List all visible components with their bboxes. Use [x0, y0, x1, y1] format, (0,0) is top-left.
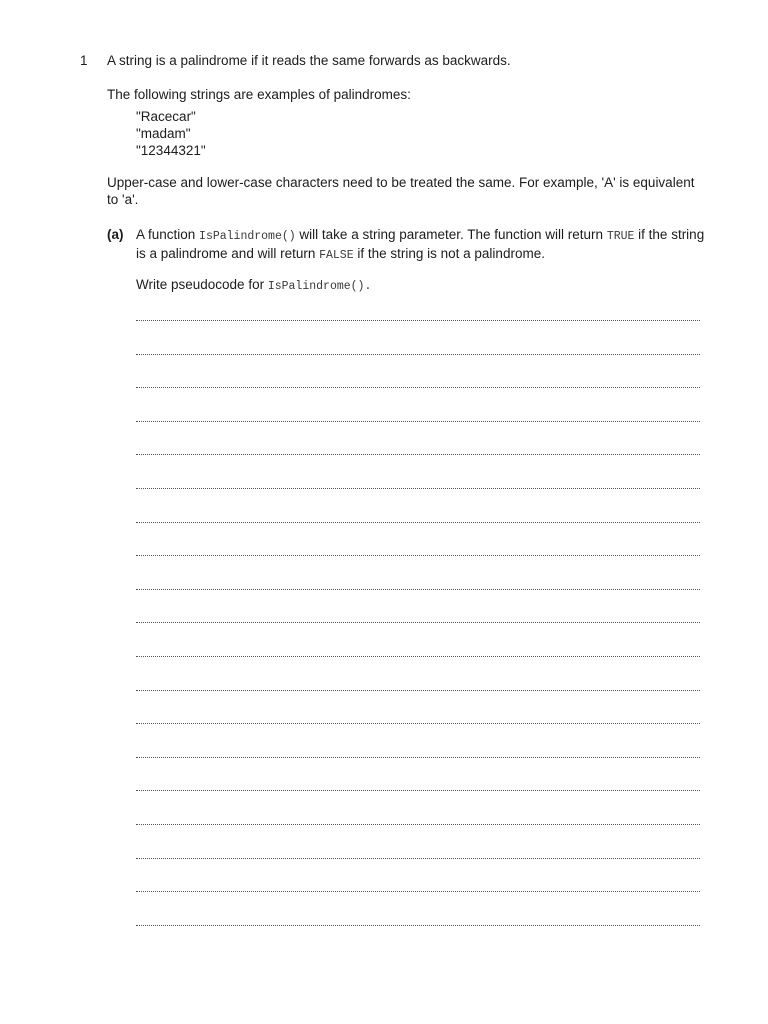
question-intro: A string is a palindrome if it reads the same forwards as backwards. [107, 53, 511, 68]
example-item: "Racecar" [136, 109, 196, 124]
answer-line[interactable] [136, 387, 700, 388]
write-instruction [136, 276, 371, 295]
instruction-function-name: IsPalindrome(). [267, 280, 372, 293]
answer-line[interactable] [136, 891, 700, 892]
answer-line[interactable] [136, 656, 700, 657]
answer-line[interactable] [136, 622, 700, 623]
answer-line[interactable] [136, 757, 700, 758]
case-note: Upper-case and lower-case characters need to be treated the same. For example, 'A' is equivalent to 'a'. [107, 175, 695, 207]
answer-line[interactable] [136, 925, 700, 926]
answer-line[interactable] [136, 354, 700, 355]
answer-line[interactable] [136, 589, 700, 590]
answer-line[interactable] [136, 790, 700, 791]
example-item: "madam" [136, 126, 191, 141]
answer-line[interactable] [136, 421, 700, 422]
answer-line[interactable] [136, 488, 700, 489]
examples-intro: The following strings are examples of palindromes: [107, 87, 411, 102]
part-a-label: (a) [107, 227, 124, 242]
part-a-text-segment: A function [136, 227, 200, 242]
answer-line[interactable] [136, 522, 700, 523]
instruction-prefix: Write pseudocode for [136, 277, 268, 292]
answer-line[interactable] [136, 555, 700, 556]
answer-line[interactable] [136, 454, 700, 455]
answer-line[interactable] [136, 690, 700, 691]
part-a-text-segment: will take a string parameter. The function will return [295, 227, 607, 242]
function-name: IsPalindrome() [199, 230, 296, 243]
part-a-text [136, 226, 706, 264]
example-item: "12344321" [136, 143, 206, 158]
part-a-text-segment: if the string is not a palindrome. [353, 246, 545, 261]
answer-line[interactable] [136, 824, 700, 825]
answer-line[interactable] [136, 858, 700, 859]
part-a-text-segment: if the string is a palindrome and will return [136, 227, 705, 261]
false-keyword: FALSE [319, 249, 354, 262]
answer-line[interactable] [136, 320, 700, 321]
answer-line[interactable] [136, 723, 700, 724]
true-keyword: TRUE [606, 230, 635, 243]
palindrome-examples [136, 108, 206, 159]
question-number: 1 [80, 53, 88, 68]
